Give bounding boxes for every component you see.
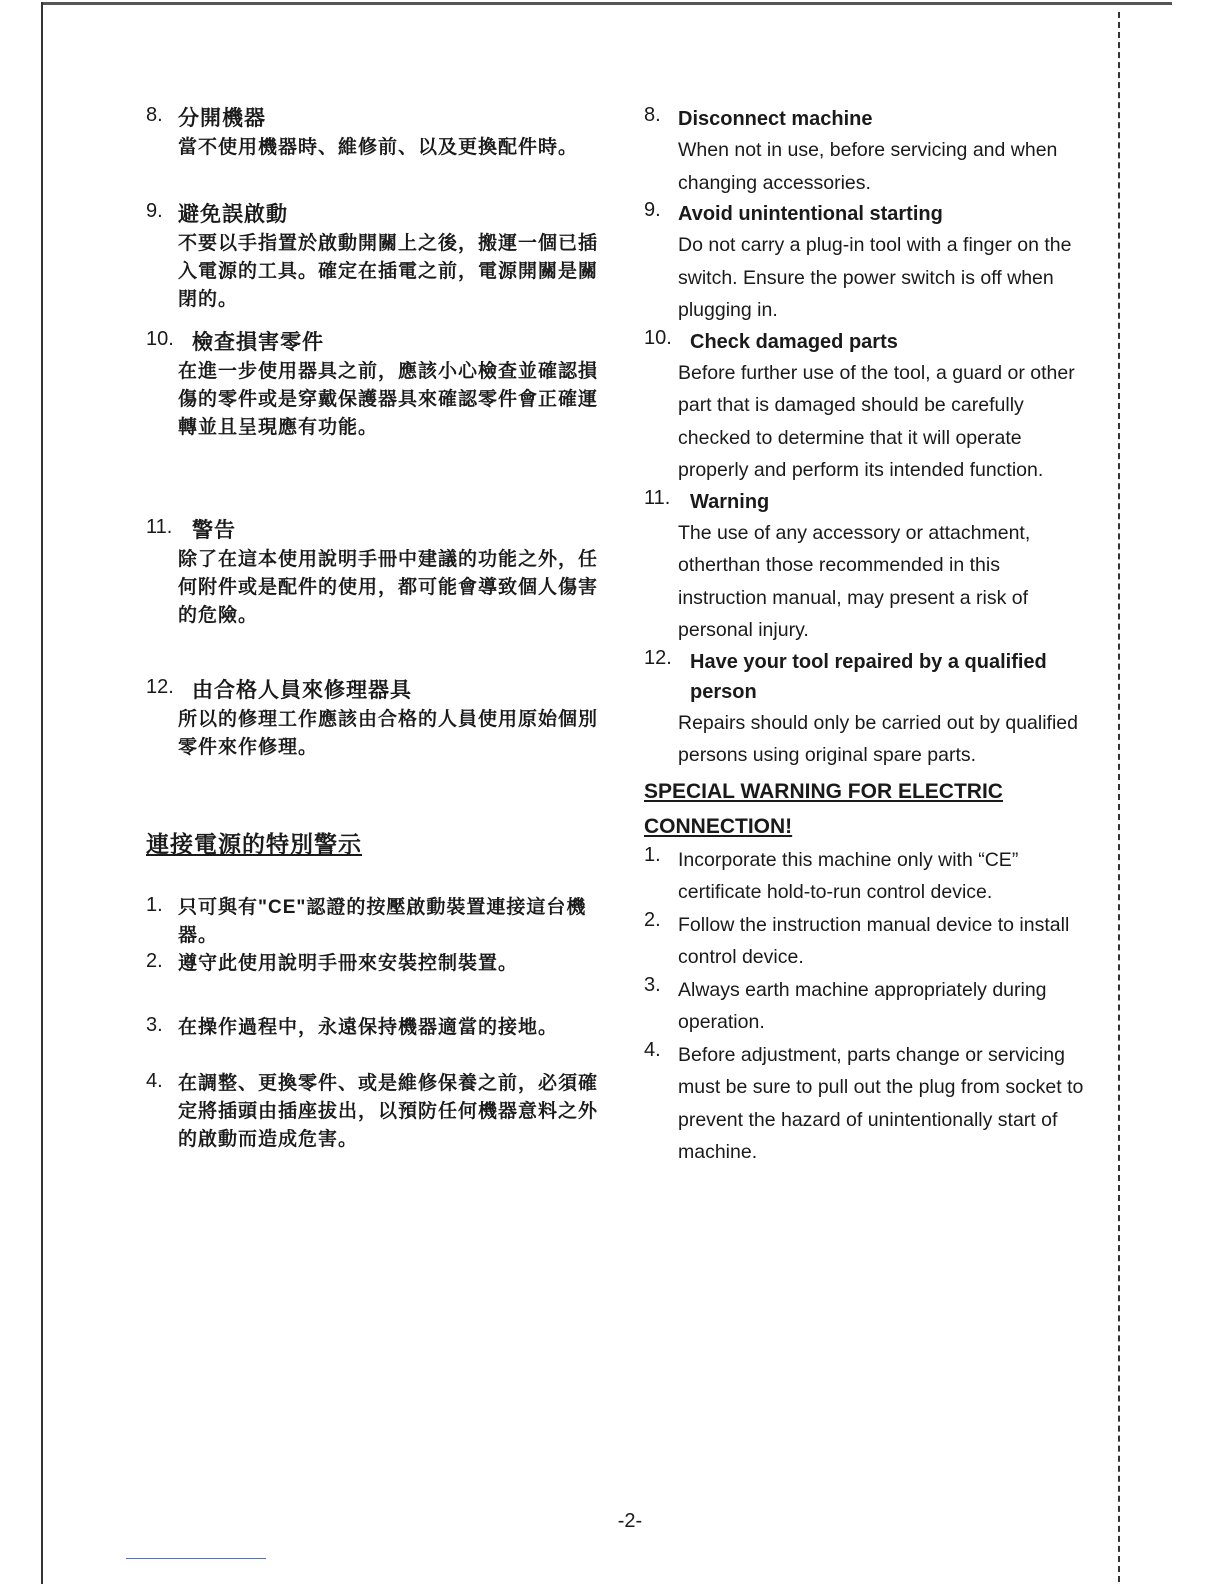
en-item-8 — [644, 104, 1094, 199]
en-list-item-3 — [644, 974, 1094, 1039]
en-list-text: Follow the instruction manual device to install control device. — [678, 913, 1070, 968]
en-item-body: Do not carry a plug-in tool with a finger on the switch. Ensure the power switch is off when plugging in. — [678, 234, 1072, 321]
en-item-number: 9. — [644, 199, 661, 221]
zh-item-number: 11. — [146, 516, 173, 538]
zh-list-text: 在操作過程中，永遠保持機器適當的接地。 — [178, 1017, 559, 1038]
zh-item-title: 分開機器 — [178, 107, 266, 130]
en-section-title: SPECIAL WARNING FOR ELECTRIC CONNECTION! — [644, 779, 1003, 838]
en-list-item-4 — [644, 1039, 1094, 1169]
en-item-title: Avoid unintentional starting — [678, 203, 943, 225]
zh-item-title: 警告 — [192, 519, 236, 542]
cut-line-dashed — [1118, 12, 1120, 1582]
zh-item-number: 10. — [146, 328, 174, 350]
zh-section-title: 連接電源的特別警示 — [146, 831, 362, 857]
en-item-11 — [644, 487, 1094, 647]
chinese-column — [146, 104, 606, 1154]
en-item-number: 12. — [644, 646, 672, 669]
en-list-text: Before adjustment, parts change or servicing must be sure to pull out the plug from socket to prevent the hazard of unintentionally start of machine. — [678, 1043, 1084, 1163]
en-item-9 — [644, 199, 1094, 327]
zh-list-item-1 — [146, 894, 606, 950]
en-list-number: 1. — [644, 843, 661, 866]
zh-list-text: 在調整、更換零件、或是維修保養之前，必須確定將插頭由插座拔出，以預防任何機器意料之外的啟動而造成危害。 — [178, 1073, 599, 1150]
en-item-title: Check damaged parts — [690, 330, 898, 353]
zh-list-number: 3. — [146, 1014, 163, 1036]
zh-item-title: 避免誤啟動 — [178, 203, 288, 226]
zh-item-10 — [146, 328, 606, 516]
zh-item-8 — [146, 104, 606, 200]
zh-list-number: 1. — [146, 894, 163, 916]
zh-list-item-4 — [146, 1070, 606, 1154]
zh-item-9 — [146, 200, 606, 328]
zh-item-12 — [146, 676, 606, 826]
zh-list-number: 4. — [146, 1070, 163, 1092]
zh-item-body: 除了在這本使用說明手冊中建議的功能之外，任何附件或是配件的使用，都可能會導致個人傷害的危險。 — [178, 549, 599, 626]
zh-item-body: 所以的修理工作應該由合格的人員使用原始個別零件來作修理。 — [178, 709, 599, 758]
zh-item-11 — [146, 516, 606, 676]
en-item-number: 10. — [644, 326, 672, 349]
en-list-item-2 — [644, 909, 1094, 974]
zh-item-title: 由合格人員來修理器具 — [192, 679, 412, 702]
en-item-number: 11. — [644, 486, 671, 509]
bottom-decorative-line — [126, 1558, 266, 1559]
zh-list-text: 遵守此使用說明手冊來安裝控制裝置。 — [178, 953, 519, 974]
zh-item-title: 檢查損害零件 — [192, 331, 324, 354]
zh-item-number: 8. — [146, 104, 163, 126]
zh-list-text: 只可與有"CE"認證的按壓啟動裝置連接這台機器。 — [178, 897, 587, 946]
en-list-number: 2. — [644, 908, 661, 931]
top-border-rule — [42, 2, 1172, 5]
en-list-number: 3. — [644, 973, 661, 996]
zh-list-item-2 — [146, 950, 606, 1014]
zh-item-body: 在進一步使用器具之前，應該小心檢查並確認損傷的零件或是穿戴保護器具來確認零件會正確運轉並且呈現應有功能。 — [178, 361, 599, 438]
en-item-body: Before further use of the tool, a guard or other part that is damaged should be carefully checked to determine that it will operate properly and perform its intended function. — [678, 361, 1075, 481]
en-item-number: 8. — [644, 104, 661, 126]
en-list-number: 4. — [644, 1038, 661, 1061]
en-item-body: When not in use, before servicing and when changing accessories. — [678, 139, 1058, 194]
page-number: -2- — [617, 1510, 643, 1532]
en-item-title: Disconnect machine — [678, 108, 873, 130]
en-item-title: Have your tool repaired by a qualified person — [690, 650, 1047, 703]
zh-item-body: 當不使用機器時、維修前、以及更換配件時。 — [178, 137, 579, 158]
en-item-body: Repairs should only be carried out by qualified persons using original spare parts. — [678, 711, 1078, 766]
zh-item-number: 12. — [146, 676, 174, 698]
en-list-item-1 — [644, 844, 1094, 909]
zh-section-heading — [146, 826, 606, 894]
en-item-title: Warning — [690, 490, 770, 513]
en-item-10 — [644, 327, 1094, 487]
left-border-rule — [41, 2, 43, 1584]
english-column — [644, 104, 1094, 1169]
zh-item-body: 不要以手指置於啟動開關上之後，搬運一個已插入電源的工具。確定在插電之前，電源開關是關閉的。 — [178, 233, 599, 310]
en-item-12 — [644, 647, 1094, 772]
en-list-text: Incorporate this machine only with “CE” certificate hold-to-run control device. — [678, 848, 1019, 903]
zh-list-number: 2. — [146, 950, 163, 972]
zh-list-item-3 — [146, 1014, 606, 1070]
en-list-text: Always earth machine appropriately during operation. — [678, 978, 1047, 1033]
zh-item-number: 9. — [146, 200, 163, 222]
en-item-body: The use of any accessory or attachment, otherthan those recommended in this instruction manual, may present a risk of personal injury. — [678, 521, 1031, 641]
